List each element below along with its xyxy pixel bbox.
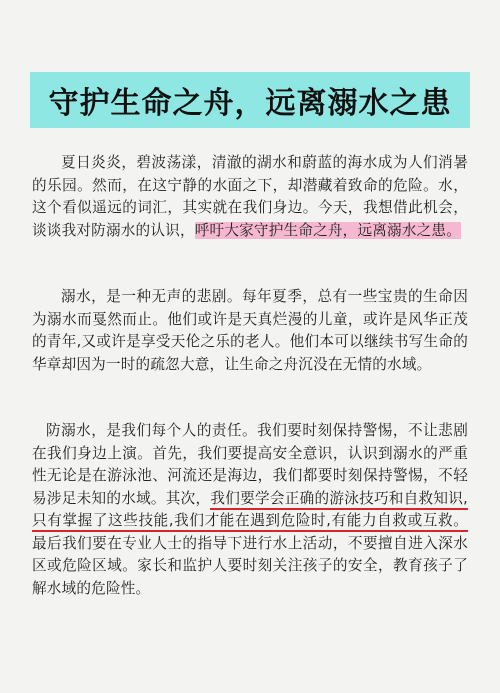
page-title: 守护生命之舟，远离溺水之患 — [48, 86, 452, 121]
paragraph-responsibility — [32, 420, 468, 600]
underlined-key-point: 我们要学会正确的游泳技巧和自救知识,只有掌握了这些技能,我们才能在遇到危险时,有能力自救或互救。 — [32, 490, 468, 533]
paragraph-intro-text: 夏日炎炎，碧波荡漾，清澈的湖水和蔚蓝的海水成为人们消暑的乐园。然而，在这宁静的水面之下，却潜藏着致命的危险。水，这个看似遥远的词汇，其实就在我们身边。今天，我想借此机会，谈谈我对防溺水的认识， — [32, 154, 468, 239]
highlighted-call-to-action: 呼吁大家守护生命之舟，远离溺水之患。 — [194, 221, 462, 239]
paragraph-tragedy-text: 溺水，是一种无声的悲剧。每年夏季，总有一些宝贵的生命因为溺水而戛然而止。他们或许是天真烂漫的儿童，或许是风华正茂的青年,又或许是享受天伦之乐的老人。他们本可以继续书写生命的华章却因为一时的疏忽大意，让生命之舟沉没在无情的水域。 — [32, 288, 468, 373]
paragraph-responsibility-ending: 最后我们要在专业人士的指导下进行水上活动，不要擅自进入深水区或危险区域。家长和监护人要时刻关注孩子的安全，教育孩子了解水域的危险性。 — [32, 534, 468, 597]
paragraph-responsibility-text: 防溺水，是我们每个人的责任。我们要时刻保持警惕，不让悲剧在我们身边上演。首先，我们要提高安全意识，认识到溺水的严重性无论是在游泳池、河流还是海边，我们都要时刻保持警惕，不轻易涉足未知的水域。其次， — [32, 422, 468, 507]
title-banner — [30, 72, 470, 128]
paragraph-intro — [32, 152, 468, 242]
paragraph-tragedy — [32, 286, 468, 376]
